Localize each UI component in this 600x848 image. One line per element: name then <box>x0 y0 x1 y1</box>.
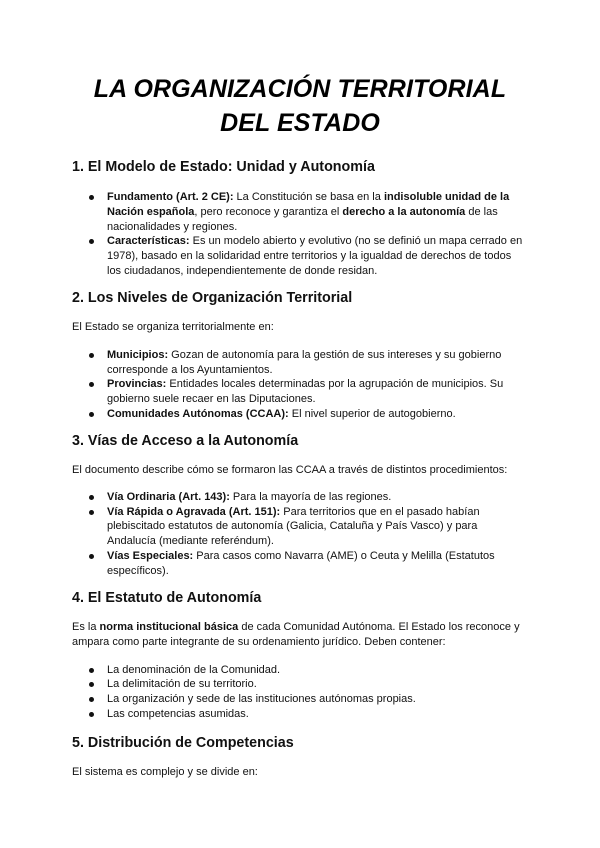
bullet-list-niveles <box>72 348 528 422</box>
intro-text: Es la <box>72 620 100 633</box>
intro-emphasis: norma institucional básica <box>99 620 239 633</box>
item-emphasis: indisoluble unidad de la Nación española <box>107 191 510 218</box>
bullet-icon <box>89 195 94 200</box>
section-intro: El sistema es complejo y se divide en: <box>72 765 258 778</box>
bullet-icon <box>89 382 94 387</box>
item-text: Para casos como Navarra (AME) o Ceuta y Melilla (Estatutos específicos). <box>107 549 495 577</box>
section-intro <box>72 620 528 650</box>
section-heading-niveles: 2. Los Niveles de Organización Territorial <box>72 289 353 306</box>
document-title <box>72 72 528 140</box>
item-text: Para la mayoría de las regiones. <box>229 490 392 503</box>
document-title-line-2: DEL ESTADO <box>220 109 380 137</box>
list-item <box>72 549 528 579</box>
item-label: Vía Ordinaria (Art. 143): <box>107 490 230 503</box>
list-item <box>72 407 528 422</box>
item-text: Gozan de autonomía para la gestión de sus intereses y su gobierno corresponde a los Ayuntamientos. <box>107 348 502 376</box>
bullet-icon <box>89 682 94 687</box>
bullet-icon <box>89 353 94 358</box>
list-item <box>72 663 528 678</box>
intro-text: de cada Comunidad Autónoma. El Estado los reconoce y ampara como parte integrante de su ordenamiento jurídico. Deben contener: <box>72 620 520 648</box>
bullet-icon <box>89 510 94 515</box>
item-emphasis: derecho a la autonomía <box>342 205 466 218</box>
section-heading-estatuto: 4. El Estatuto de Autonomía <box>72 589 262 606</box>
list-item <box>72 707 528 722</box>
bullet-list-estatuto <box>72 663 528 722</box>
bullet-icon <box>89 712 94 717</box>
section-heading-vias-acceso: 3. Vías de Acceso a la Autonomía <box>72 432 299 449</box>
bullet-icon <box>89 554 94 559</box>
item-text: La Constitución se basa en la <box>233 191 384 203</box>
item-label: Vías Especiales: <box>107 549 194 562</box>
item-text: , pero reconoce y garantiza el <box>194 205 343 218</box>
bullet-icon <box>89 668 94 673</box>
bullet-icon <box>89 495 94 500</box>
section-heading-competencias: 5. Distribución de Competencias <box>72 734 294 751</box>
item-label: Vía Rápida o Agravada (Art. 151): <box>107 505 281 518</box>
item-text: La delimitación de su territorio. <box>107 678 257 691</box>
item-text: Es un modelo abierto y evolutivo (no se definió un mapa cerrado en 1978), basado en la solidaridad entre territorios y la igualdad de derechos de todos los ciudadanos, independientemente de donde residan. <box>107 235 523 277</box>
item-text: Entidades locales determinadas por la agrupación de municipios. Su gobierno suele recaer en las Diputaciones. <box>107 378 504 406</box>
item-text: El nivel superior de autogobierno. <box>288 407 456 420</box>
list-item <box>72 348 528 378</box>
item-text: Las competencias asumidas. <box>107 707 249 720</box>
list-item <box>72 490 528 505</box>
section-intro: El documento describe cómo se formaron las CCAA a través de distintos procedimientos: <box>72 463 508 476</box>
bullet-list-vias-acceso <box>72 490 528 579</box>
item-label: Fundamento (Art. 2 CE): <box>107 191 234 203</box>
section-heading-modelo-estado: 1. El Modelo de Estado: Unidad y Autonomía <box>72 159 375 175</box>
bullet-icon <box>89 239 94 244</box>
document-title-line-1: LA ORGANIZACIÓN TERRITORIAL <box>93 75 507 103</box>
item-text: La denominación de la Comunidad. <box>107 663 281 676</box>
item-label: Características: <box>107 235 190 248</box>
list-item <box>72 505 528 549</box>
item-label: Municipios: <box>107 348 169 361</box>
bullet-list-modelo-estado <box>72 190 528 279</box>
list-item <box>72 190 528 234</box>
list-item <box>72 692 528 707</box>
section-intro: El Estado se organiza territorialmente en: <box>72 320 274 333</box>
bullet-icon <box>89 697 94 702</box>
bullet-icon <box>89 412 94 417</box>
item-label: Comunidades Autónomas (CCAA): <box>107 407 289 420</box>
item-text: Para territorios que en el pasado habían plebiscitado estatutos de autonomía (Galicia, Cataluña y País Vasco) y para Andalucía (mediante referéndum). <box>107 505 480 548</box>
list-item <box>72 377 528 407</box>
list-item <box>72 234 528 278</box>
item-text: de las nacionalidades y regiones. <box>107 205 498 233</box>
item-text: La organización y sede de las instituciones autónomas propias. <box>107 693 416 706</box>
list-item <box>72 677 528 692</box>
item-label: Provincias: <box>107 378 167 391</box>
